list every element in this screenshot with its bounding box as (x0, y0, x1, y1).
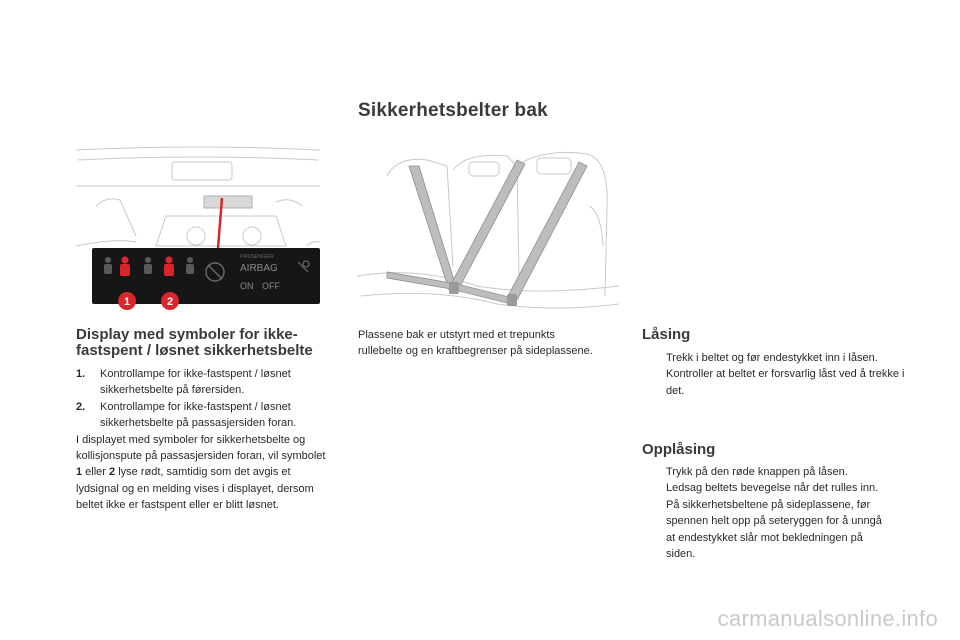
seatbelt-icon (104, 257, 112, 274)
list-item: Kontroller at beltet er forsvarlig låst ved å trekke i det. (642, 366, 922, 399)
seatbelt-straps (387, 160, 587, 304)
list-item: 1. Kontrollampe for ikke-fastspent / løsnet sikkerhetsbelte på førersiden. (76, 368, 291, 397)
seatbelt-icon (144, 257, 152, 274)
dashboard-line-art (76, 147, 320, 246)
bullet-icon (642, 480, 666, 496)
bullet-icon (642, 366, 666, 399)
svg-text:2: 2 (166, 296, 174, 308)
callout-2 (161, 292, 179, 310)
locking-list (642, 350, 922, 399)
seatbelt-icon (186, 257, 194, 274)
locking-heading: Låsing (642, 326, 691, 343)
display-paragraph: I displayet med symboler for sikkerhetsbelte og kollisjonspute på passasjersiden foran, vil symbolet 1 eller 2 lyse rødt, samtidig som det avgis et lydsignal og en melding vises i displayet, dersom beltet ikke er fastspent eller er blitt løsnet. (76, 433, 326, 512)
seatbelt-warning-icon-driver (120, 256, 130, 276)
airbag-off-label: OFF (262, 281, 280, 291)
rear-belts-paragraph: Plassene bak er utstyrt med et trepunkts rullebelte og en kraftbegrenser på sideplassene. (358, 329, 593, 358)
passenger-label: PASSENGER (240, 254, 274, 260)
list-item: 2. Kontrollampe for ikke-fastspent / løsnet sikkerhetsbelte på passasjersiden foran. (76, 400, 297, 430)
list-item: På sikkerhetsbeltene på sideplassene, før spennen helt opp på seteryggen for å unngå at endestykket slår mot bekledningen på siden. (642, 497, 922, 563)
callout-1 (118, 292, 136, 310)
list-item: Trekk i beltet og før endestykket inn i låsen. (642, 350, 922, 366)
display-section-heading: Display med symboler for ikke- fastspent / løsnet sikkerhetsbelte (76, 326, 313, 359)
bullet-icon (642, 350, 666, 366)
airbag-label: AIRBAG (240, 263, 278, 274)
dashboard-figure (76, 146, 320, 316)
watermark: carmanualsonline.info (717, 606, 938, 631)
unlocking-list (642, 464, 922, 562)
airbag-on-label: ON (240, 281, 254, 291)
seatbelt-warning-icon-passenger (164, 256, 174, 276)
rear-seatbelts-figure (357, 146, 619, 318)
unlocking-heading: Opplåsing (642, 441, 716, 458)
bullet-icon (642, 497, 666, 563)
page-title: Sikkerhetsbelter bak (358, 100, 548, 121)
list-item: Trykk på den røde knappen på låsen. (642, 464, 922, 480)
bullet-icon (642, 464, 666, 480)
display-section-body (76, 366, 328, 514)
svg-text:1: 1 (123, 296, 131, 308)
list-item: Ledsag beltets bevegelse når det rulles inn. (642, 480, 922, 496)
